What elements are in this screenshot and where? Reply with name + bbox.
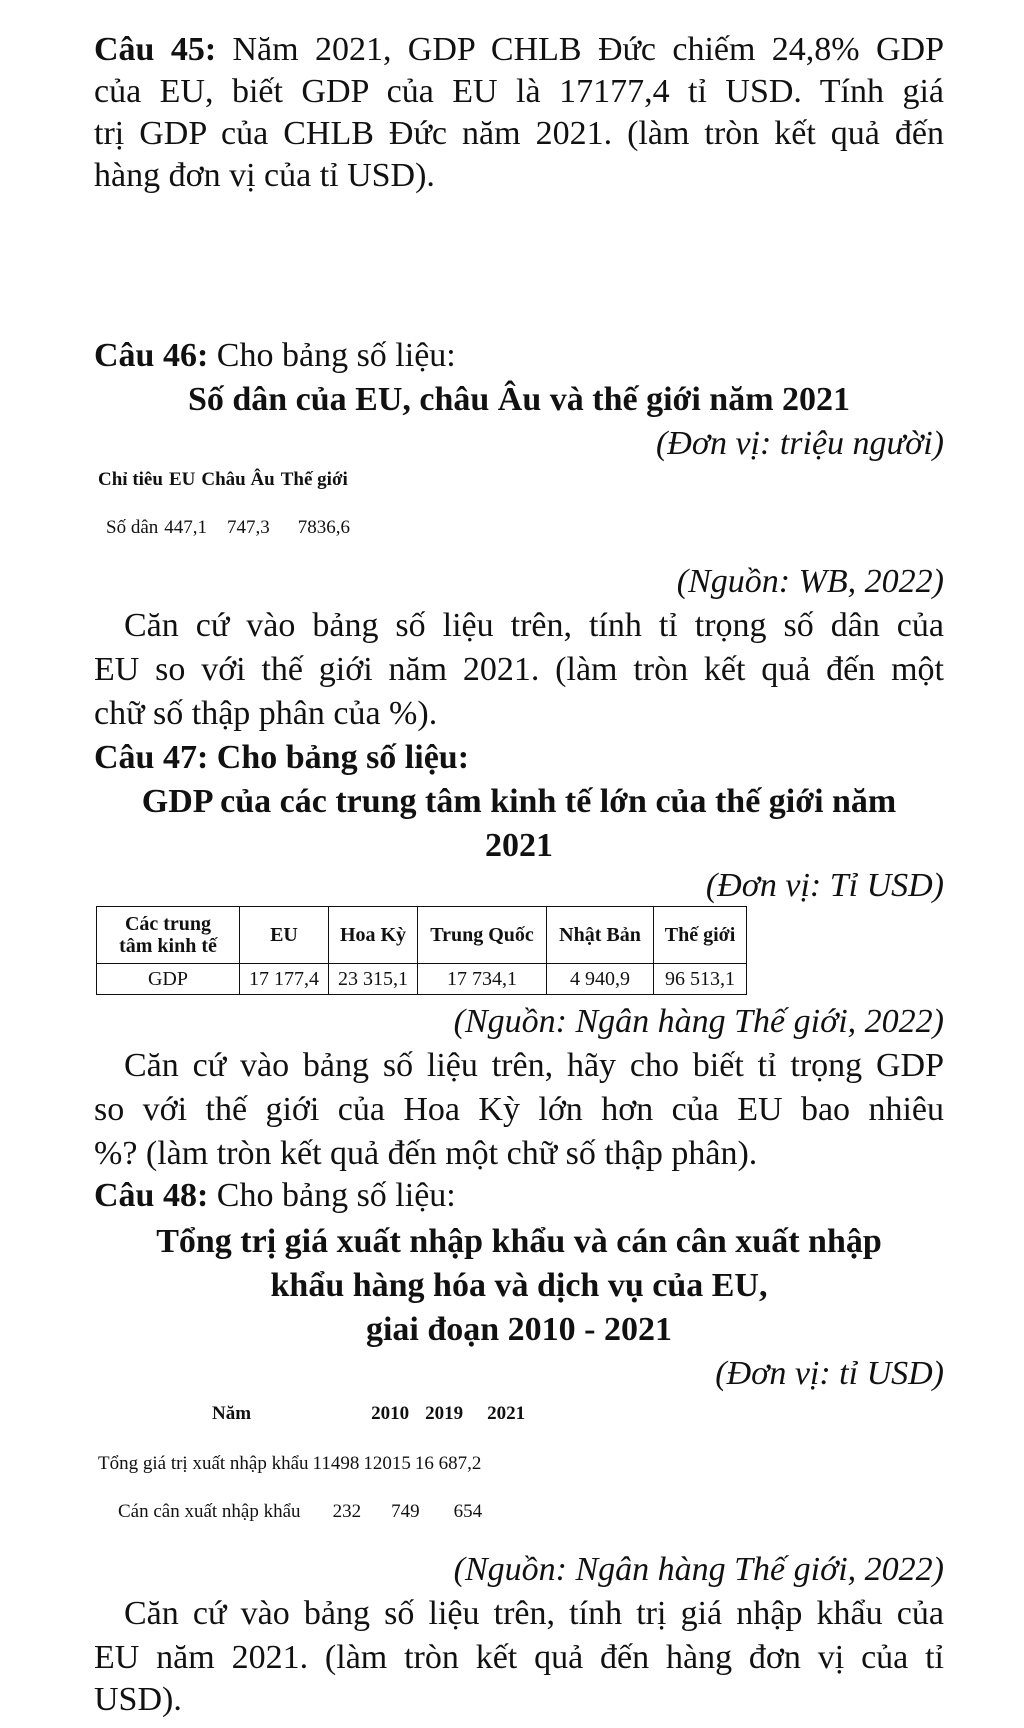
- q46-cell-eu: 447,1: [164, 517, 207, 538]
- q48-total-2019: 12015: [363, 1453, 411, 1474]
- q48-heading: [94, 1176, 944, 1216]
- q47-header-centers-line-1: Các trung: [124, 913, 212, 935]
- q46-question-2: EU so với thế giới năm 2021. (làm tròn kết quả đến một: [94, 651, 944, 688]
- q48-source: (Nguồn: Ngân hàng Thế giới, 2022): [453, 1551, 944, 1588]
- q46-table-header: [98, 468, 354, 492]
- q46-unit: (Đơn vị: triệu người): [655, 425, 944, 462]
- q48-table-row-balance: [118, 1500, 488, 1524]
- q46-heading: [94, 336, 944, 376]
- q47-header-eu: EU: [240, 907, 329, 964]
- q47-table-row-gdp: [97, 964, 747, 995]
- q47-title-2: 2021: [485, 827, 553, 864]
- q48-intro: Cho bảng số liệu:: [216, 1177, 456, 1214]
- q45-line-1: [94, 30, 944, 70]
- q46-label: Câu 46:: [94, 337, 209, 374]
- q46-table-row: [106, 516, 356, 540]
- q48-table-row-total: [98, 1452, 487, 1476]
- q48-balance-2010: 232: [332, 1501, 362, 1522]
- q48-question-1: Căn cứ vào bảng số liệu trên, tính trị giá nhập khẩu của: [124, 1595, 944, 1632]
- q47-cell-gdp-label: GDP: [97, 964, 240, 995]
- q47-table-header-row: [97, 907, 747, 964]
- q45-line-4: hàng đơn vị của tỉ USD).: [94, 157, 435, 194]
- q46-header-the-gioi: Thế giới: [280, 469, 348, 490]
- q48-balance-2021: 654: [453, 1501, 483, 1522]
- q47-cell-eu: 17 177,4: [240, 964, 329, 995]
- q48-balance-2019: 749: [391, 1501, 420, 1522]
- q47-header-centers-line-2: tâm kinh tế: [119, 935, 217, 957]
- q48-total-label: Tổng giá trị xuất nhập khẩu: [98, 1453, 309, 1474]
- q48-table-header: [212, 1402, 531, 1426]
- q48-label: Câu 48:: [94, 1177, 209, 1214]
- q47-cell-japan: 4 940,9: [547, 964, 654, 995]
- q47-heading: Câu 47: Cho bảng số liệu:: [94, 739, 470, 776]
- q47-question-2: so với thế giới của Hoa Kỳ lớn hơn của EU bao nhiêu: [94, 1091, 944, 1128]
- q48-total-2021: 16 687,2: [414, 1453, 482, 1474]
- q47-header-world: Thế giới: [654, 907, 747, 964]
- q48-unit: (Đơn vị: tỉ USD): [715, 1355, 944, 1392]
- q47-question-1: Căn cứ vào bảng số liệu trên, hãy cho biết tỉ trọng GDP: [124, 1047, 944, 1084]
- q47-header-china: Trung Quốc: [418, 907, 547, 964]
- q48-title-2: khẩu hàng hóa và dịch vụ của EU,: [270, 1267, 768, 1304]
- q46-header-chau-au: Châu Âu: [201, 469, 275, 490]
- q47-header-centers: [97, 907, 240, 964]
- q47-gdp-table: [96, 906, 747, 995]
- q48-title-1: Tổng trị giá xuất nhập khẩu và cán cân xuất nhập: [156, 1223, 882, 1260]
- q46-source: (Nguồn: WB, 2022): [676, 563, 944, 600]
- q46-cell-chau-au: 747,3: [227, 517, 270, 538]
- q47-unit: (Đơn vị: Tỉ USD): [705, 867, 944, 904]
- q48-question-2: EU năm 2021. (làm tròn kết quả đến hàng đơn vị của tỉ: [94, 1639, 944, 1676]
- q47-cell-china: 17 734,1: [418, 964, 547, 995]
- q46-cell-label: Số dân: [106, 517, 159, 538]
- q45-line-2: của EU, biết GDP của EU là 17177,4 tỉ USD. Tính giá: [94, 73, 944, 110]
- q47-question-3: %? (làm tròn kết quả đến một chữ số thập phân).: [94, 1135, 758, 1172]
- q45-line-3: trị GDP của CHLB Đức năm 2021. (làm tròn kết quả đến: [94, 115, 944, 152]
- q47-title-1: GDP của các trung tâm kinh tế lớn của thế giới năm: [141, 783, 897, 820]
- q48-title-3: giai đoạn 2010 - 2021: [365, 1311, 673, 1348]
- q48-header-year: Năm: [212, 1403, 252, 1424]
- q46-intro: Cho bảng số liệu:: [216, 337, 456, 374]
- q47-source: (Nguồn: Ngân hàng Thế giới, 2022): [453, 1003, 944, 1040]
- q45-text-1: Năm 2021, GDP CHLB Đức chiếm 24,8% GDP: [232, 31, 944, 68]
- q46-cell-the-gioi: 7836,6: [297, 517, 350, 538]
- q47-header-japan: Nhật Bản: [547, 907, 654, 964]
- q48-header-2021: 2021: [487, 1403, 526, 1424]
- q46-header-chi-tieu: Chỉ tiêu: [98, 469, 163, 490]
- q48-question-3: USD).: [94, 1681, 182, 1718]
- q46-title: Số dân của EU, châu Âu và thế giới năm 2021: [187, 381, 851, 418]
- q48-total-2010: 11498: [312, 1453, 360, 1474]
- q46-question-1: Căn cứ vào bảng số liệu trên, tính tỉ trọng số dân của: [124, 607, 944, 644]
- q45-label: Câu 45:: [94, 31, 217, 68]
- q47-cell-usa: 23 315,1: [329, 964, 418, 995]
- q48-header-2010: 2010: [371, 1403, 410, 1424]
- q47-header-usa: Hoa Kỳ: [329, 907, 418, 964]
- q48-balance-label: Cán cân xuất nhập khẩu: [118, 1501, 301, 1522]
- q47-cell-world: 96 513,1: [654, 964, 747, 995]
- q46-question-3: chữ số thập phân của %).: [94, 695, 438, 732]
- q46-header-eu: EU: [168, 469, 196, 490]
- q48-header-2019: 2019: [425, 1403, 464, 1424]
